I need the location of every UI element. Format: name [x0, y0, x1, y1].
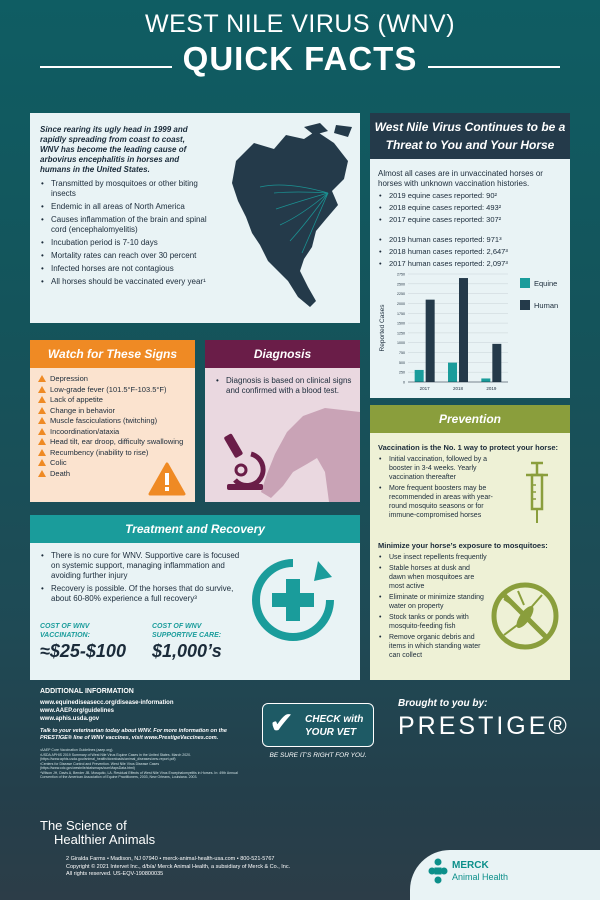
human-cases-list	[378, 235, 562, 271]
list-item: • Remove organic debris and items in which standing water can collect	[378, 633, 488, 660]
y-tick-label: 750	[399, 351, 405, 356]
list-item: • Recovery is possible. Of the horses that do survive, about 60-80% experience a full recovery³	[40, 584, 240, 604]
mosquito-list	[378, 553, 488, 662]
warning-icon	[38, 438, 46, 445]
prevention-heading-mosquitoes: Minimize your horse’s exposure to mosquitoes:	[378, 541, 548, 550]
x-tick-label: 2018	[452, 386, 464, 391]
warning-icon	[38, 375, 46, 382]
warning-icon	[38, 449, 46, 456]
equine-cases-list	[378, 191, 562, 227]
list-item: • Transmitted by mosquitoes or other biting insects	[40, 179, 218, 199]
intro-panel	[30, 113, 360, 323]
address-line: 2 Giralda Farms • Madison, NJ 07940 • merck-animal-health-usa.com • 800-521-5767	[66, 856, 275, 862]
list-item: • 2018 human cases reported: 2,647³	[378, 247, 562, 257]
badge-line-2: YOUR VET	[305, 727, 357, 738]
legend-swatch-human	[520, 300, 530, 310]
bar-equine-2017	[415, 370, 424, 382]
list-item: • Endemic in all areas of North America	[40, 202, 218, 212]
list-item: • There is no cure for WNV. Supportive care is focused on systemic support, managing inflammation and avoiding further injury	[40, 551, 240, 581]
legend-label-equine: Equine	[534, 279, 558, 288]
threat-intro: Almost all cases are in unvaccinated horses or horses with unknown vaccination histories.	[378, 169, 543, 188]
y-axis-label: Reported Cases	[379, 304, 386, 352]
page-subtitle: QUICK FACTS	[182, 40, 418, 77]
diagnosis-title: Diagnosis	[205, 340, 360, 368]
merck-subname: Animal Health	[452, 872, 509, 882]
link[interactable]: www.AAEP.org/guidelines	[40, 708, 115, 714]
warning-icon	[38, 428, 46, 435]
reference: ²USDA APHIS 2019 Summary of West Nile Virus Equine Cases in the United States. March 2020. (https://www.aphis.usda.gov/animal_health/downloads/animal_diseases/wnv-report.pdf)	[40, 752, 192, 761]
warning-icon	[38, 417, 46, 424]
diagnosis-panel	[205, 340, 360, 502]
no-mosquito-icon	[490, 581, 560, 651]
y-tick-label: 500	[399, 360, 405, 365]
list-item: • Infected horses are not contagious	[40, 264, 218, 274]
list-item: • All horses should be vaccinated every year¹	[40, 277, 218, 287]
bar-equine-2019	[481, 378, 490, 382]
page-title: WEST NILE VIRUS (WNV)	[144, 10, 456, 38]
list-item: Head tilt, ear droop, difficulty swallowing	[38, 437, 193, 448]
legend-label-human: Human	[534, 301, 559, 310]
list-item: Low-grade fever (101.5°F-103.5°F)	[38, 385, 193, 396]
diagnosis-list	[215, 376, 355, 399]
list-item: Colic	[38, 458, 193, 469]
list-item: • Use insect repellents frequently	[378, 553, 488, 562]
y-tick-label: 2750	[397, 272, 405, 277]
cost-vaccination-label: COST OF WNV VACCINATION:	[40, 623, 90, 639]
vet-note: Talk to your veterinarian today about WNV. For more information on the PRESTIGE® line of WNV vaccines, visit www.PrestigeVaccines.com.	[40, 728, 227, 741]
prevention-panel	[370, 405, 570, 680]
list-item: • 2017 human cases reported: 2,097³	[378, 259, 562, 269]
list-item: • Initial vaccination, followed by a booster in 3-4 weeks. Yearly vaccination thereafter	[378, 455, 508, 482]
additional-info-links	[40, 699, 173, 723]
list-item: • Causes inflammation of the brain and spinal cord (encephalomyelitis)	[40, 215, 218, 235]
list-item: Muscle fasciculations (twitching)	[38, 416, 193, 427]
warning-icon	[38, 459, 46, 466]
list-item: Change in behavior	[38, 406, 193, 417]
company-address	[66, 856, 326, 879]
warning-icon	[38, 407, 46, 414]
warning-icon	[38, 396, 46, 403]
references	[40, 748, 250, 780]
intro-bullet-list	[40, 179, 218, 290]
signs-panel	[30, 340, 195, 502]
y-tick-label: 1750	[397, 311, 405, 316]
additional-info-title: ADDITIONAL INFORMATION	[40, 688, 134, 695]
treatment-title: Treatment and Recovery	[30, 515, 360, 543]
list-item: • Incubation period is 7-10 days	[40, 238, 218, 248]
threat-title: West Nile Virus Continues to be a Threat to You and Your Horse	[370, 113, 570, 159]
bar-human-2017	[426, 300, 435, 382]
intro-lead: Since rearing its ugly head in 1999 and rapidly spreading from coast to coast, WNV has become the leading cause of arbovirus encephalitis in horses and humans in the United States.	[40, 125, 188, 174]
reference: ⁴Wilson JH, Davis A, Bender JB. Mosquito, LA. Residual Effects of West Nile Virus Encephalomyelitis in Horses. In: 49th Annual Convention of the American Association of Equine Practitioners, 2003, New Orleans, Louisiana. 2003.	[40, 770, 238, 779]
prevention-title: Prevention	[370, 405, 570, 433]
north-america-map-icon	[216, 121, 366, 321]
vaccination-list	[378, 455, 508, 522]
y-tick-label: 0	[403, 380, 405, 385]
list-item: Death	[38, 469, 193, 480]
list-item: • 2018 equine cases reported: 493²	[378, 203, 562, 213]
x-tick-label: 2017	[419, 386, 430, 391]
copyright-line: Copyright © 2021 Intervet Inc., d/b/a/ Merck Animal Health, a subsidiary of Merck & Co., Inc.	[66, 863, 291, 870]
badge-line-1: CHECK with	[305, 714, 364, 725]
y-tick-label: 2000	[397, 301, 405, 306]
x-tick-label: 2019	[486, 386, 497, 391]
bar-human-2019	[492, 344, 501, 382]
recovery-cross-icon	[248, 555, 338, 645]
y-tick-label: 1000	[397, 341, 405, 346]
list-item: • Diagnosis is based on clinical signs and confirmed with a blood test.	[215, 376, 355, 396]
list-item: • 2019 equine cases reported: 90²	[378, 191, 562, 201]
cost-care-value: $1,000’s	[152, 641, 222, 661]
y-tick-label: 1250	[397, 331, 405, 336]
warning-icon	[38, 386, 46, 393]
list-item: Recumbency (inability to rise)	[38, 448, 193, 459]
y-tick-label: 2500	[397, 282, 405, 287]
prevention-heading-vaccination: Vaccination is the No. 1 way to protect your horse:	[378, 443, 559, 452]
merck-name: MERCK	[452, 860, 489, 871]
rights-line: All rights reserved. US-EQV-190800035	[66, 871, 164, 877]
y-tick-label: 250	[399, 370, 405, 375]
list-item: Incoordination/ataxia	[38, 427, 193, 438]
list-item: • Eliminate or minimize standing water on property	[378, 593, 488, 611]
list-item: Depression	[38, 374, 193, 385]
reference: ³Centers for Disease Control and Prevention. West Nile Virus Disease Cases (https://www.cdc.gov/westnile/statsmaps/cumMapsData.html)	[40, 761, 160, 770]
syringe-icon	[522, 461, 552, 525]
reference: ¹AAEP Core Vaccination Guidelines (aaep.org).	[40, 748, 114, 752]
cases-bar-chart	[370, 268, 570, 396]
list-item: • Stock tanks or ponds with mosquito-feeding fish	[378, 613, 488, 631]
treatment-panel	[30, 515, 360, 680]
bar-equine-2018	[448, 363, 457, 382]
legend-swatch-equine	[520, 278, 530, 288]
bar-human-2018	[459, 278, 468, 382]
link[interactable]: www.equinediseasecc.org/disease-information	[40, 700, 174, 706]
signs-title: Watch for These Signs	[30, 340, 195, 368]
check-your-vet-badge	[262, 703, 374, 747]
y-tick-label: 1500	[397, 321, 405, 326]
treatment-list	[40, 551, 240, 607]
list-item: • More frequent boosters may be recommended in areas with year-round mosquito seasons or for immune-compromised horses	[378, 484, 508, 520]
y-tick-label: 2250	[397, 292, 405, 297]
list-item: • Mortality rates can reach over 30 percent	[40, 251, 218, 261]
sponsor-label: Brought to you by:	[398, 698, 488, 709]
list-item: • Stable horses at dusk and dawn when mosquitoes are most active	[378, 564, 488, 591]
list-item: Lack of appetite	[38, 395, 193, 406]
science-tagline-1: The Science of	[40, 818, 127, 833]
list-item: • 2019 human cases reported: 971³	[378, 235, 562, 245]
prestige-logo: PRESTIGE®	[398, 712, 570, 740]
cost-care-label: COST OF WNV SUPPORTIVE CARE:	[152, 623, 222, 639]
merck-logo-icon	[428, 858, 448, 884]
cost-vaccination-value: ≈$25-$100	[40, 641, 126, 661]
badge-tagline: BE SURE IT’S RIGHT FOR YOU.	[269, 752, 367, 759]
link[interactable]: www.aphis.usda.gov	[40, 716, 100, 722]
title-rule-right	[428, 66, 560, 68]
microscope-icon	[221, 430, 271, 496]
large-warning-icon	[148, 462, 186, 496]
science-tagline-2: Healthier Animals	[54, 832, 156, 847]
checkmark-icon: ✔	[269, 707, 295, 740]
warning-icon	[38, 470, 46, 477]
list-item: • 2017 equine cases reported: 307²	[378, 215, 562, 225]
